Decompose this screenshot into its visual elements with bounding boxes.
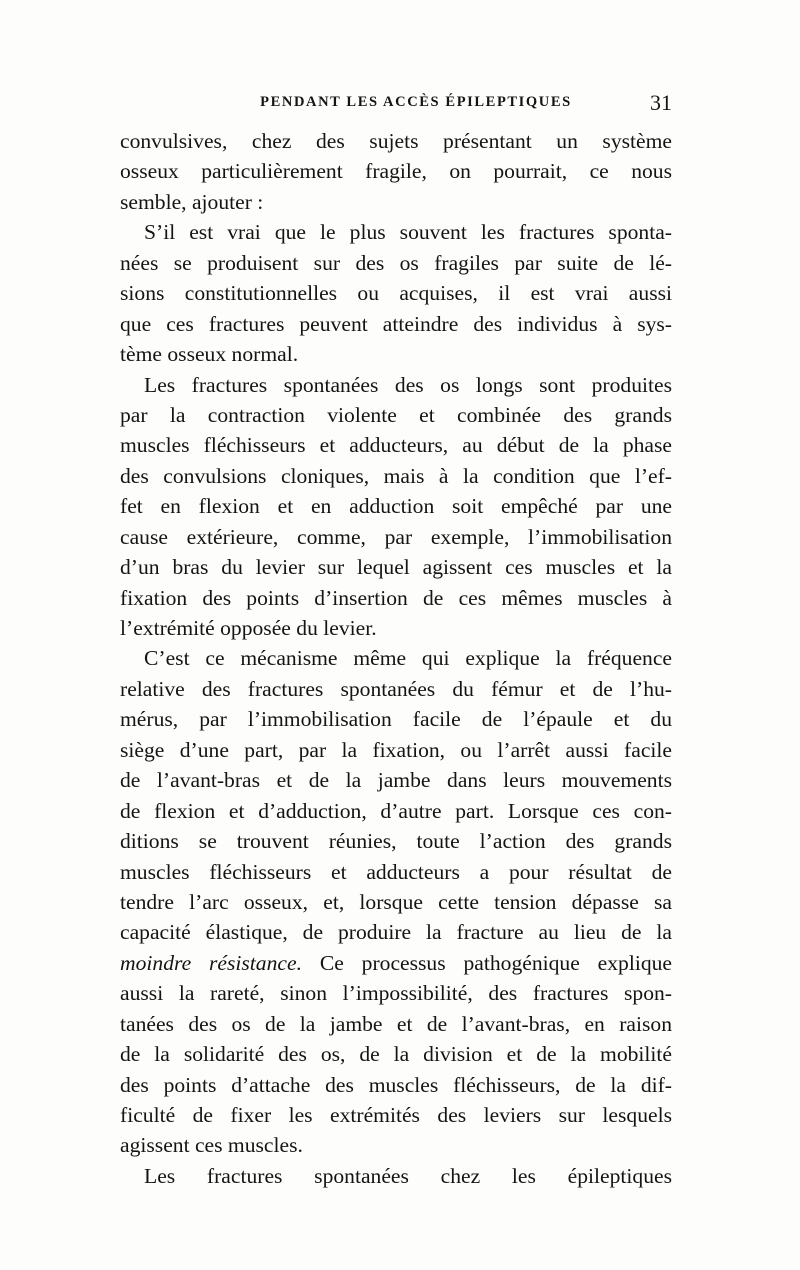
text-line: nées se produisent sur des os fragiles par suite de lé- xyxy=(120,250,672,275)
text-line: aussi la rareté, sinon l’impossibilité, des fractures spon- xyxy=(120,981,672,1006)
text-line: siège d’une part, par la fixation, ou l’arrêt aussi facile xyxy=(120,737,672,762)
text-line: de flexion et d’adduction, d’autre part. Lorsque ces con- xyxy=(120,798,672,823)
text-line: fixation des points d’insertion de ces mêmes muscles à xyxy=(120,585,672,610)
text-line: muscles fléchisseurs et adducteurs a pour résultat de xyxy=(120,859,672,884)
running-head-title: PENDANT LES ACCÈS ÉPILEPTIQUES xyxy=(260,94,572,110)
text-line-rest: Ce processus pathogénique explique xyxy=(301,950,672,975)
text-line: Les fractures spontanées chez les épileptiques xyxy=(144,1163,672,1188)
text-line: muscles fléchisseurs et adducteurs, au début de la phase xyxy=(120,433,672,458)
text-line: que ces fractures peuvent atteindre des individus à sys- xyxy=(120,311,672,336)
text-line: mérus, par l’immobilisation facile de l’épaule et du xyxy=(120,707,672,732)
running-head xyxy=(120,90,672,118)
text-line: capacité élastique, de produire la fracture au lieu de la xyxy=(120,920,672,945)
text-line: par la contraction violente et combinée des grands xyxy=(120,402,672,427)
text-line xyxy=(120,948,672,978)
text-line: tanées des os de la jambe et de l’avant-bras, en raison xyxy=(120,1011,672,1036)
text-line: d’un bras du levier sur lequel agissent ces muscles et la xyxy=(120,555,672,580)
text-line: agissent ces muscles. xyxy=(120,1133,303,1158)
text-line: fet en flexion et en adduction soit empêché par une xyxy=(120,494,672,519)
italic-phrase: moindre résistance. xyxy=(120,950,302,975)
text-line: S’il est vrai que le plus souvent les fractures sponta- xyxy=(144,220,672,245)
text-line: ditions se trouvent réunies, toute l’action des grands xyxy=(120,829,672,854)
text-line: sions constitutionnelles ou acquises, il est vrai aussi xyxy=(120,281,672,306)
text-line: de l’avant-bras et de la jambe dans leurs mouvements xyxy=(120,768,672,793)
text-line: l’extrémité opposée du levier. xyxy=(120,616,377,640)
text-line: des convulsions cloniques, mais à la condition que l’ef- xyxy=(120,463,672,488)
page-number: 31 xyxy=(650,90,672,115)
text-line: de la solidarité des os, de la division et de la mobilité xyxy=(120,1042,672,1067)
text-line: osseux particulièrement fragile, on pourrait, ce nous xyxy=(120,159,672,184)
text-line: Les fractures spontanées des os longs sont produites xyxy=(144,372,672,397)
text-line: convulsives, chez des sujets présentant un système xyxy=(120,129,672,153)
text-line: relative des fractures spontanées du fémur et de l’hu- xyxy=(120,676,672,701)
text-line: cause extérieure, comme, par exemple, l’immobilisation xyxy=(120,524,672,549)
text-line: tème osseux normal. xyxy=(120,342,299,367)
text-line: semble, ajouter : xyxy=(120,189,264,214)
text-line: tendre l’arc osseux, et, lorsque cette tension dépasse sa xyxy=(120,889,672,914)
text-line: ficulté de fixer les extrémités des leviers sur lesquels xyxy=(120,1103,672,1127)
text-line: C’est ce mécanisme même qui explique la fréquence xyxy=(144,646,672,671)
text-line: des points d’attache des muscles fléchisseurs, de la dif- xyxy=(120,1072,672,1097)
body-text xyxy=(120,126,672,1191)
